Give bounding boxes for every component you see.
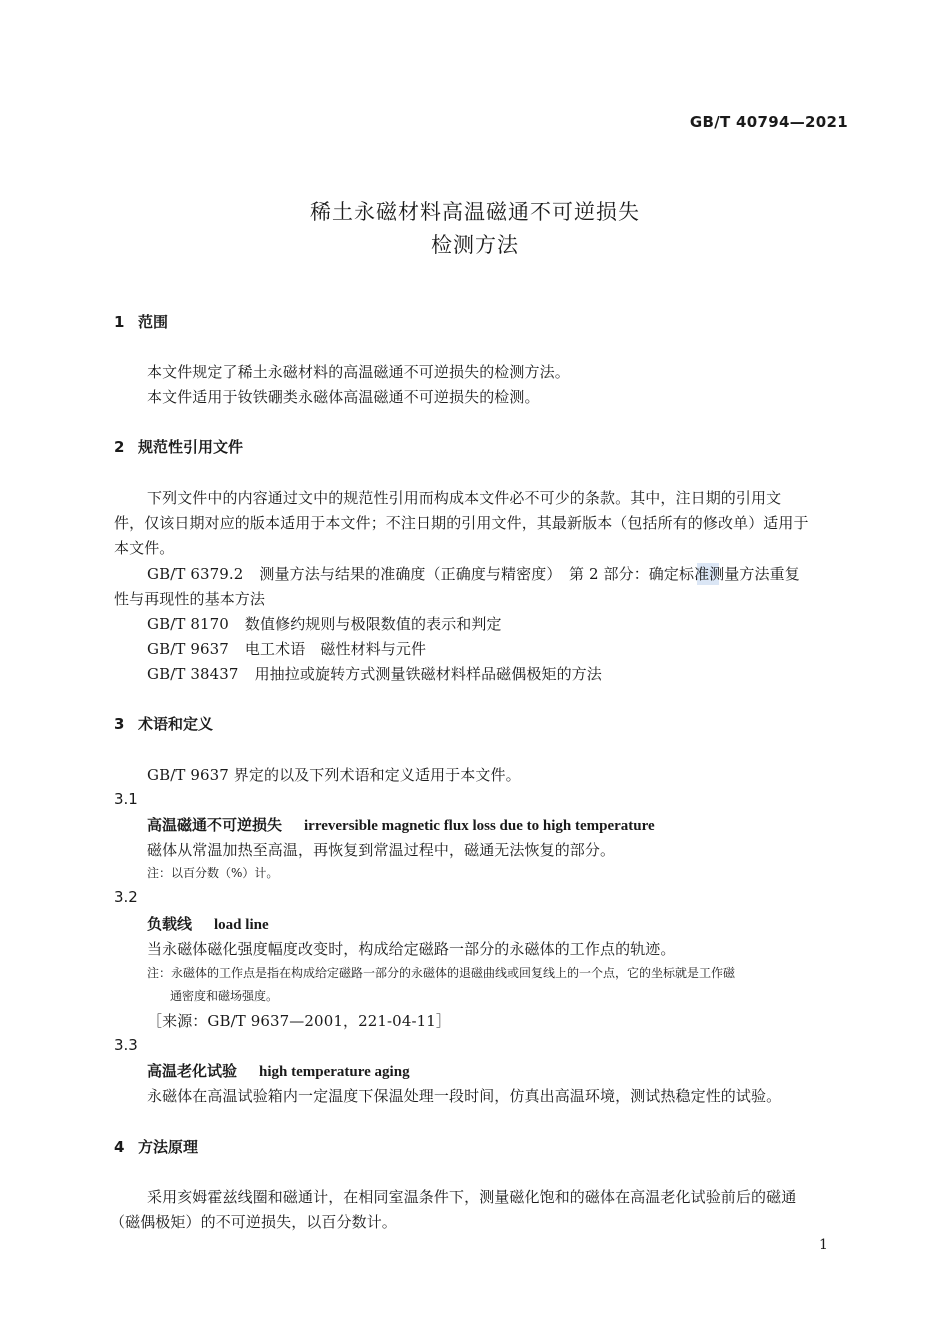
reference-title: 测量方法与结果的准确度（正确度与精密度） 第 2 部分：确定标准测量方法重复 [259, 565, 800, 583]
s2-intro-line-2: 件，仅该日期对应的版本适用于本文件；不注日期的引用文件，其最新版本（包括所有的修改单）适用于 [114, 514, 809, 532]
reference-title: 电工术语 磁性材料与元件 [244, 640, 427, 658]
section-number: 2 [114, 438, 125, 456]
doc-title-line2: 检测方法 [431, 233, 519, 257]
term-zh: 高温磁通不可逆损失 [147, 816, 283, 834]
reference-title: 用抽拉或旋转方式测量铁磁材料样品磁偶极矩的方法 [254, 665, 602, 683]
section-title: 术语和定义 [138, 715, 214, 733]
s1-paragraph-2: 本文件适用于钕铁硼类永磁体高温磁通不可逆损失的检测。 [147, 388, 540, 406]
reference-title: 数值修约规则与极限数值的表示和判定 [244, 615, 502, 633]
reference-item [147, 663, 602, 684]
section-1-heading [114, 311, 168, 332]
page-number: 1 [819, 1237, 828, 1253]
section-2-heading [114, 436, 243, 457]
reference-title-continued: 性与再现性的基本方法 [114, 590, 266, 608]
term-zh: 负载线 [147, 915, 193, 933]
term-en: load line [214, 917, 269, 933]
term-definition: 磁体从常温加热至高温，再恢复到常温过程中，磁通无法恢复的部分。 [147, 841, 616, 859]
section-title: 规范性引用文件 [138, 438, 244, 456]
term-entry [147, 814, 655, 835]
section-number: 3 [114, 715, 125, 733]
reference-item [147, 638, 426, 659]
term-number: 3.2 [114, 888, 138, 906]
term-definition: 当永磁体磁化强度幅度改变时，构成给定磁路一部分的永磁体的工作点的轨迹。 [147, 940, 676, 958]
reference-item [147, 563, 800, 584]
term-definition: 永磁体在高温试验箱内一定温度下保温处理一段时间，仿真出高温环境，测试热稳定性的试验。 [147, 1087, 782, 1105]
section-3-heading [114, 713, 213, 734]
reference-code: GB/T 6379.2 [147, 565, 244, 583]
s2-intro-line-3: 本文件。 [114, 539, 175, 557]
term-entry [147, 913, 269, 934]
section-title: 范围 [138, 313, 169, 331]
term-entry [147, 1060, 410, 1081]
reference-item [147, 613, 502, 634]
term-note-line-2: 通密度和磁场强度。 [170, 989, 279, 1003]
section-number: 1 [114, 313, 125, 331]
reference-code: GB/T 9637 [147, 640, 229, 658]
term-en: high temperature aging [259, 1064, 410, 1080]
standard-number: GB/T 40794—2021 [689, 113, 848, 131]
section-4-heading [114, 1136, 198, 1157]
term-number: 3.1 [114, 790, 138, 808]
term-zh: 高温老化试验 [147, 1062, 238, 1080]
term-en: irreversible magnetic flux loss due to high temperature [304, 818, 655, 834]
term-number: 3.3 [114, 1036, 138, 1054]
term-note: 注：以百分数（%）计。 [147, 866, 279, 880]
section-title: 方法原理 [138, 1138, 199, 1156]
s2-intro-line-1: 下列文件中的内容通过文中的规范性引用而构成本文件必不可少的条款。其中，注日期的引用文 [147, 489, 782, 507]
term-source: ［来源：GB/T 9637—2001，221-04-11］ [147, 1012, 452, 1030]
reference-code: GB/T 8170 [147, 615, 229, 633]
s4-paragraph-line-1: 采用亥姆霍兹线圈和磁通计，在相同室温条件下，测量磁化饱和的磁体在高温老化试验前后的磁通 [147, 1188, 797, 1206]
reference-code: GB/T 38437 [147, 665, 239, 683]
s3-intro: GB/T 9637 界定的以及下列术语和定义适用于本文件。 [147, 766, 521, 784]
doc-title-line1: 稀土永磁材料高温磁通不可逆损失 [310, 200, 640, 224]
s4-paragraph-line-2: （磁偶极矩）的不可逆损失，以百分数计。 [110, 1213, 397, 1231]
s1-paragraph-1: 本文件规定了稀土永磁材料的高温磁通不可逆损失的检测方法。 [147, 363, 570, 381]
term-note-line-1: 注：永磁体的工作点是指在构成给定磁路一部分的永磁体的退磁曲线或回复线上的一个点，它的坐标就是工作磁 [147, 966, 736, 980]
section-number: 4 [114, 1138, 125, 1156]
